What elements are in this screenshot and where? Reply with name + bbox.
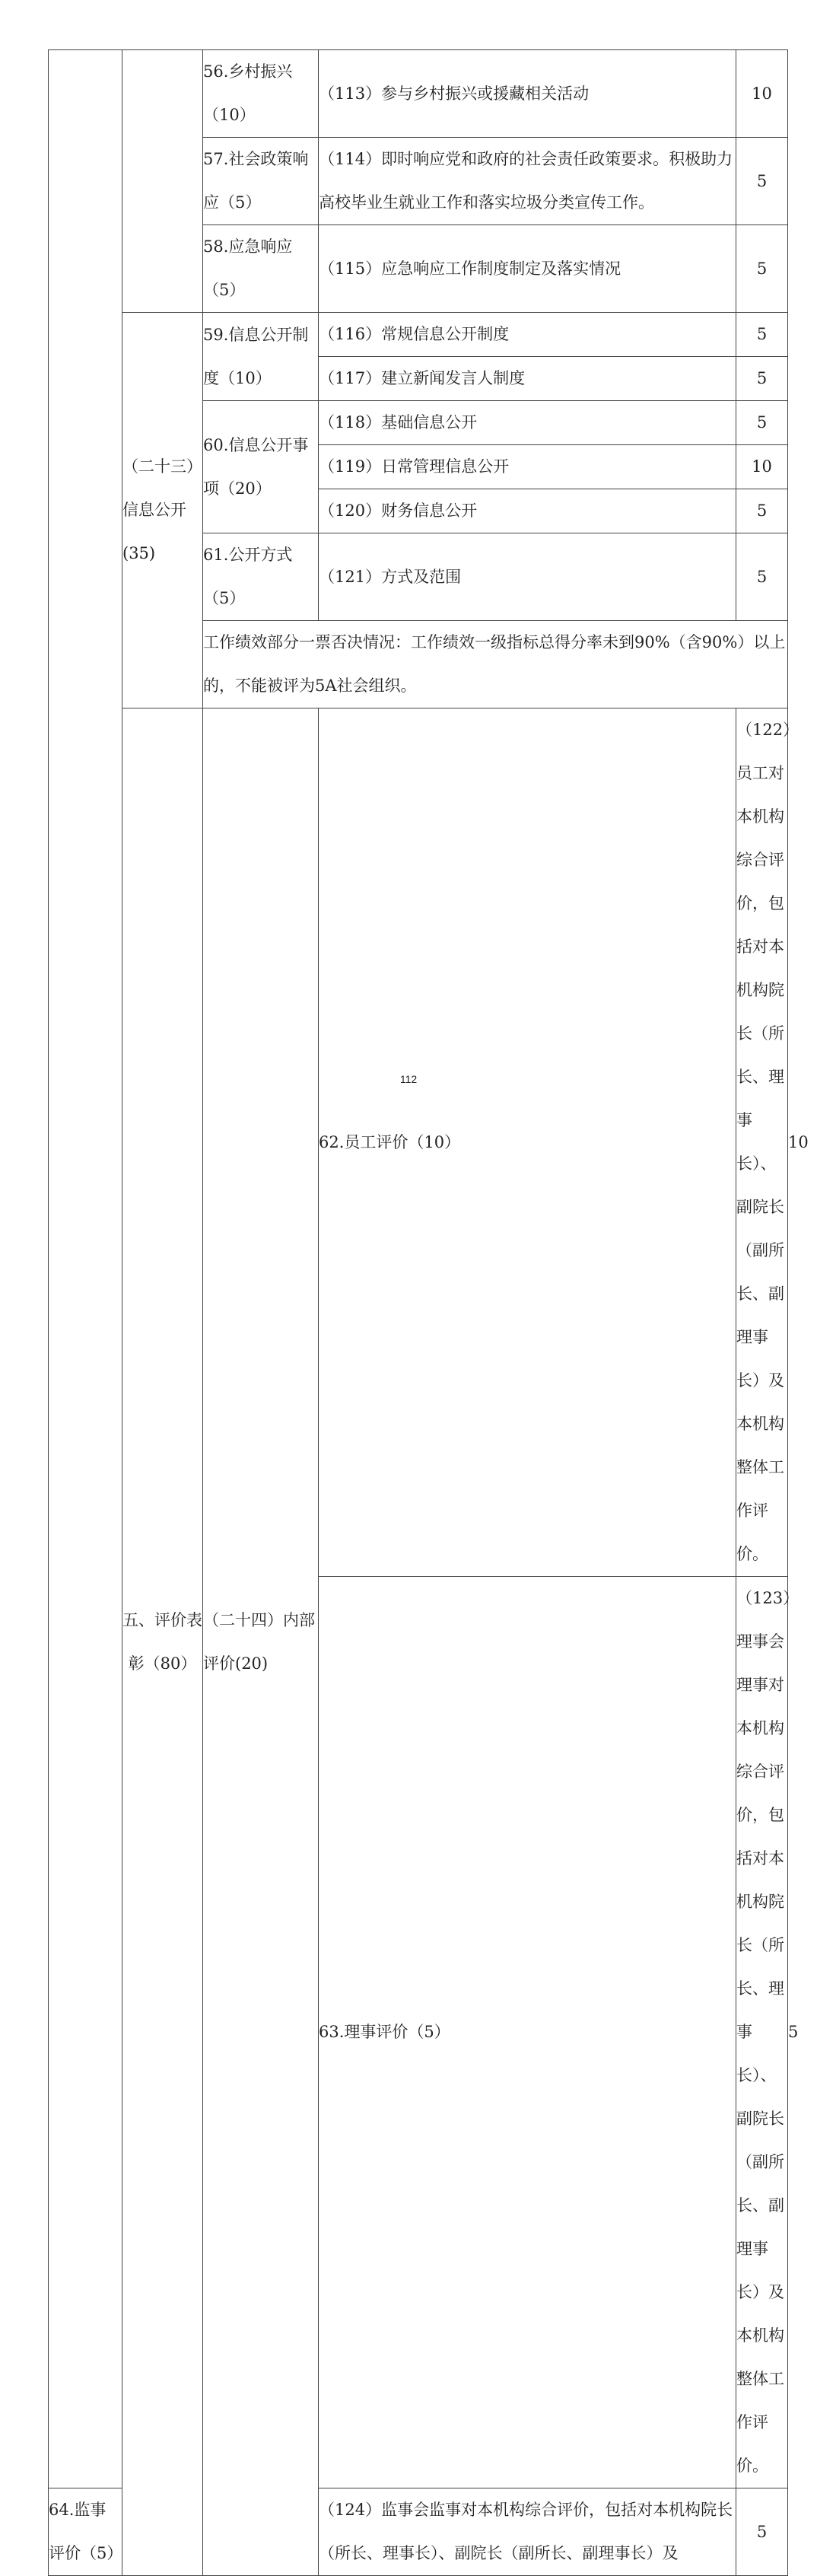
item-cell: （113）参与乡村振兴或援藏相关活动 — [319, 50, 736, 138]
item-cell: （118）基础信息公开 — [319, 401, 736, 445]
item-cell: （120）财务信息公开 — [319, 489, 736, 533]
section-24-label: （二十四）内部评价(20) — [203, 708, 319, 2576]
item-cell: （123）理事会理事对本机构综合评价，包括对本机构院长（所长、理事长）、副院长（副所长、副理事长）及本机构整体工作评价。 — [736, 1577, 788, 2488]
table-row: 五、评价表彰（80） （二十四）内部评价(20) 62.员工评价（10） （122）员工对本机构综合评价，包括对本机构院长（所长、理事长）、副院长（副所长、副理事长）及本机构整体工作评价。 10 — [49, 708, 788, 1577]
table-row — [49, 313, 788, 357]
indicator-cell: 60.信息公开事项（20） — [203, 401, 319, 533]
evaluation-table — [48, 49, 809, 2576]
item-cell: （117）建立新闻发言人制度 — [319, 357, 736, 401]
indicator-cell: 62.员工评价（10） — [319, 708, 736, 1577]
score-cell: 5 — [736, 2488, 788, 2576]
item-cell: （119）日常管理信息公开 — [319, 445, 736, 489]
indicator-cell: 58.应急响应（5） — [203, 225, 319, 313]
item-cell: （124）监事会监事对本机构综合评价，包括对本机构院长（所长、理事长）、副院长（副所长、副理事长）及 — [319, 2488, 736, 2576]
section-5-label: 五、评价表彰（80） — [122, 708, 203, 2576]
score-cell: 5 — [736, 225, 788, 313]
score-cell: 5 — [736, 489, 788, 533]
table-row — [49, 50, 788, 138]
score-cell: 5 — [736, 357, 788, 401]
page-number: 112 — [399, 1073, 418, 1085]
score-cell: 5 — [736, 533, 788, 621]
subcategory-cell-empty — [122, 50, 203, 313]
indicator-cell: 56.乡村振兴（10） — [203, 50, 319, 138]
section-23-label: （二十三）信息公开(35) — [122, 313, 203, 708]
indicator-cell: 59.信息公开制度（10） — [203, 313, 319, 401]
score-cell: 5 — [736, 401, 788, 445]
indicator-cell: 63.理事评价（5） — [319, 1577, 736, 2488]
item-cell: （114）即时响应党和政府的社会责任政策要求。积极助力高校毕业生就业工作和落实垃圾分类宣传工作。 — [319, 138, 736, 225]
score-cell: 5 — [736, 313, 788, 357]
score-cell: 10 — [736, 445, 788, 489]
table-row: 63.理事评价（5） （123）理事会理事对本机构综合评价，包括对本机构院长（所长、理事长）、副院长（副所长、副理事长）及本机构整体工作评价。 5 — [49, 1577, 788, 2488]
indicator-cell: 64.监事评价（5） — [49, 2488, 122, 2576]
category-cell-empty — [49, 50, 122, 2488]
indicator-cell: 57.社会政策响应（5） — [203, 138, 319, 225]
veto-note: 工作绩效部分一票否决情况：工作绩效一级指标总得分率未到90%（含90%）以上的，不能被评为5A社会组织。 — [203, 621, 788, 708]
score-cell: 10 — [736, 50, 788, 138]
item-cell: （121）方式及范围 — [319, 533, 736, 621]
item-cell: （122）员工对本机构综合评价，包括对本机构院长（所长、理事长）、副院长（副所长、副理事长）及本机构整体工作评价。 — [736, 708, 788, 1577]
score-cell: 5 — [736, 138, 788, 225]
item-cell: （116）常规信息公开制度 — [319, 313, 736, 357]
indicator-cell: 61.公开方式（5） — [203, 533, 319, 621]
item-cell: （115）应急响应工作制度制定及落实情况 — [319, 225, 736, 313]
